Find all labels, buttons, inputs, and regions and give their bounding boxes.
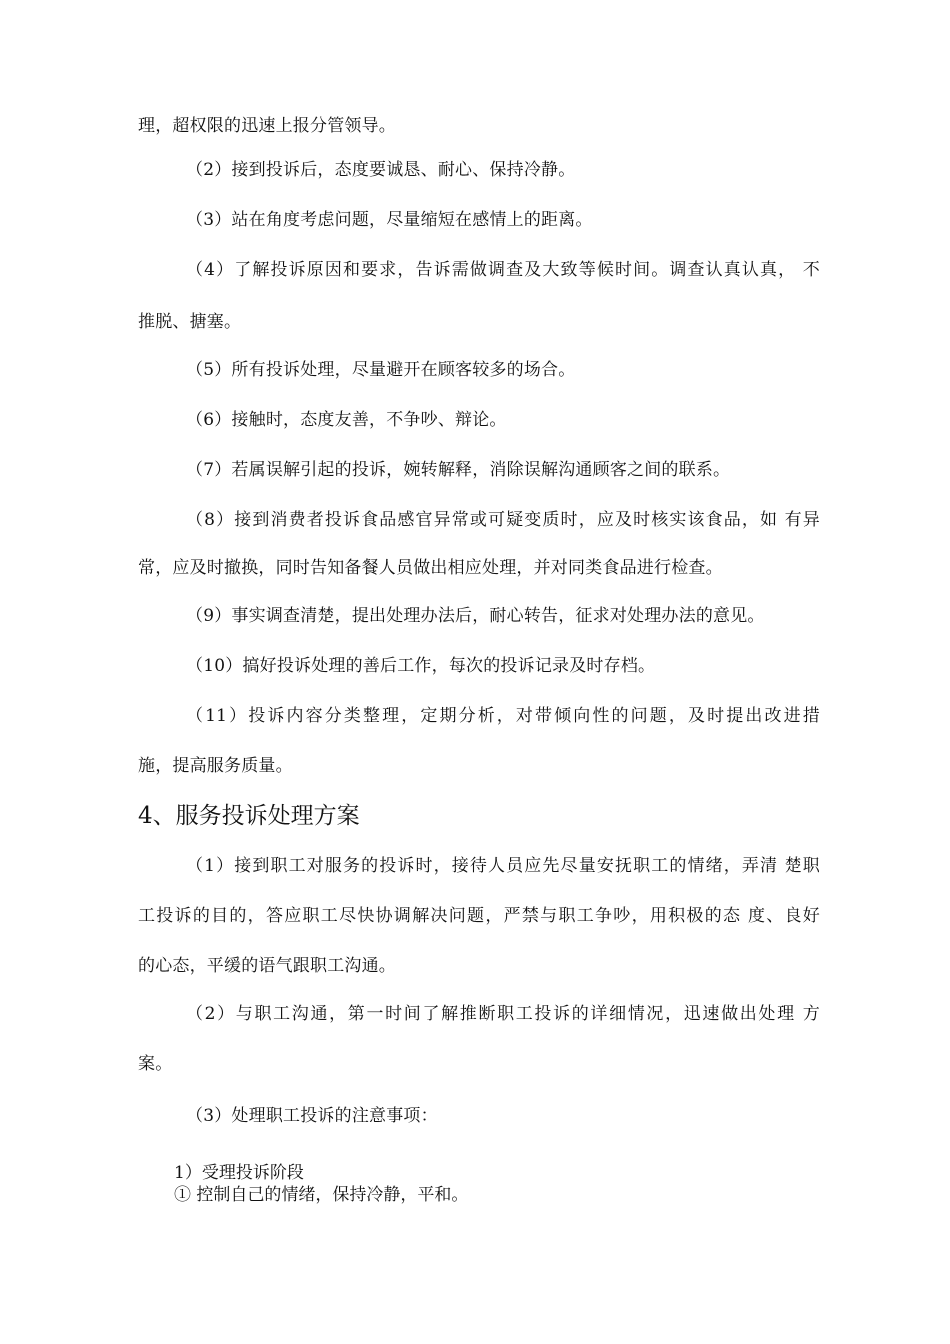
sub-heading: 1）受理投诉阶段: [174, 1163, 304, 1183]
paragraph-line: 理，超权限的迅速上报分管领导。: [138, 116, 396, 136]
paragraph-line: （2）与职工沟通，第一时间了解推断职工投诉的详细情况，迅速做出处理 方: [186, 1004, 820, 1024]
paragraph-line: （3）站在角度考虑问题，尽量缩短在感情上的距离。: [186, 210, 593, 230]
paragraph-line: 推脱、搪塞。: [138, 312, 242, 332]
paragraph-line: （6）接触时，态度友善，不争吵、辩论。: [186, 410, 507, 430]
paragraph-line: （5）所有投诉处理，尽量避开在顾客较多的场合。: [186, 360, 576, 380]
section-heading: 4、服务投诉处理方案: [138, 803, 360, 829]
paragraph-line: （7）若属误解引起的投诉，婉转解释，消除误解沟通顾客之间的联系。: [186, 460, 731, 480]
paragraph-line: 案。: [138, 1054, 173, 1074]
paragraph-line: （1）接到职工对服务的投诉时，接待人员应先尽量安抚职工的情绪，弄清 楚职: [186, 856, 820, 876]
paragraph-line: 施，提高服务质量。: [138, 756, 293, 776]
paragraph-line: （2）接到投诉后，态度要诚恳、耐心、保持冷静。: [186, 160, 576, 180]
list-item: ① 控制自己的情绪，保持冷静，平和。: [174, 1185, 469, 1205]
paragraph-line: 的心态，平缓的语气跟职工沟通。: [138, 956, 396, 976]
paragraph-line: （3）处理职工投诉的注意事项：: [186, 1106, 438, 1126]
paragraph-line: （11）投诉内容分类整理，定期分析，对带倾向性的问题，及时提出改进措: [186, 706, 820, 726]
paragraph-line: （8）接到消费者投诉食品感官异常或可疑变质时，应及时核实该食品，如 有异: [186, 510, 820, 530]
paragraph-line: 工投诉的目的，答应职工尽快协调解决问题，严禁与职工争吵，用积极的态 度、良好: [138, 906, 820, 926]
paragraph-line: （9）事实调查清楚，提出处理办法后，耐心转告，征求对处理办法的意见。: [186, 606, 765, 626]
paragraph-line: （4）了解投诉原因和要求，告诉需做调查及大致等候时间。调查认真认真， 不: [186, 260, 820, 280]
paragraph-line: 常，应及时撤换，同时告知备餐人员做出相应处理，并对同类食品进行检查。: [138, 558, 723, 578]
paragraph-line: （10）搞好投诉处理的善后工作，每次的投诉记录及时存档。: [186, 656, 656, 676]
